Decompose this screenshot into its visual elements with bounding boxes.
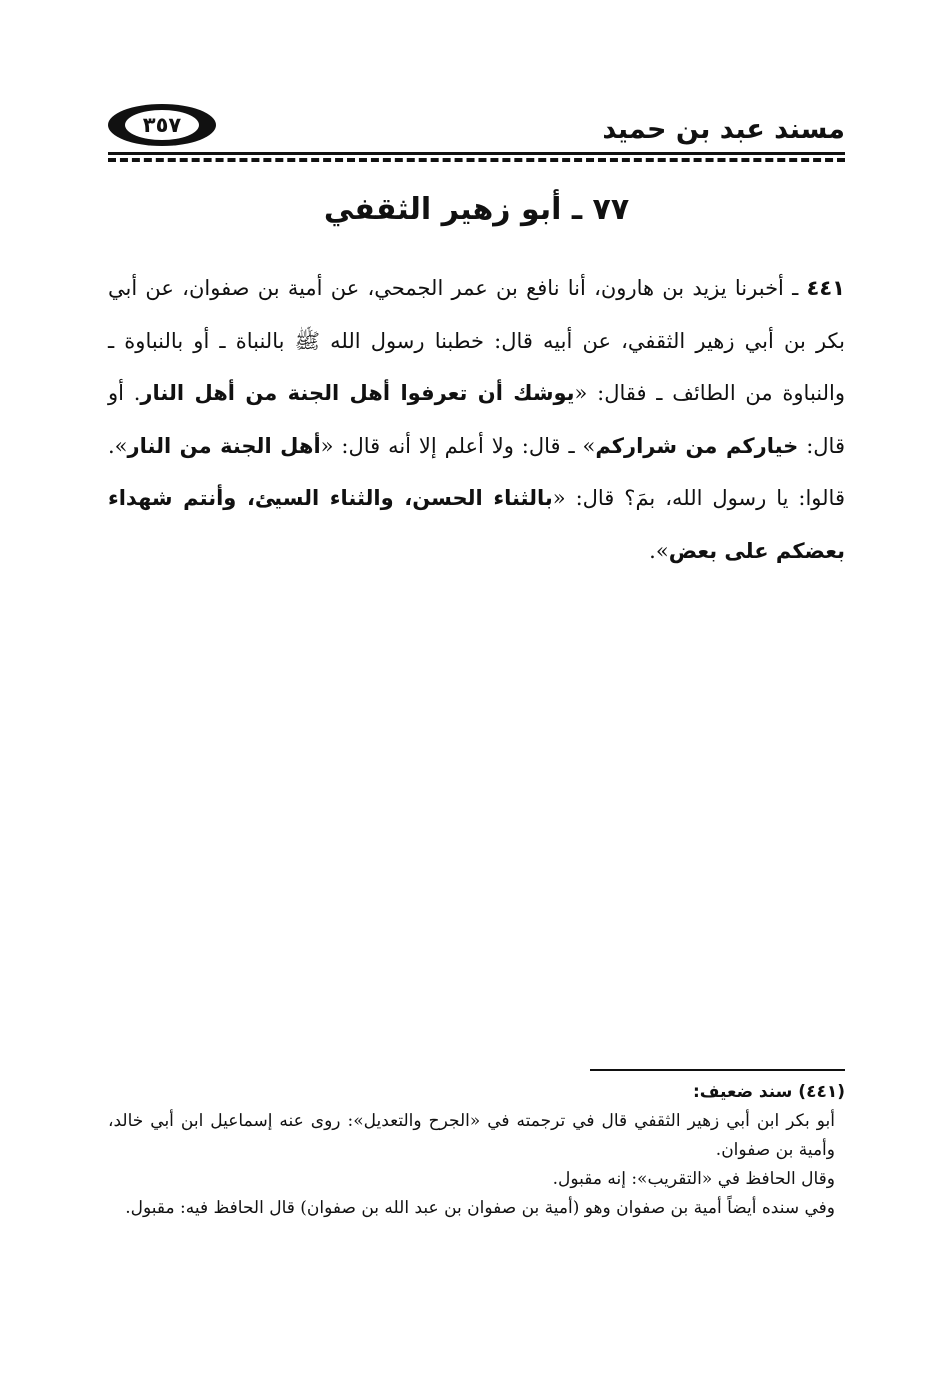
- footnotes: [108, 1078, 845, 1223]
- hadith-text-part: . أو قال:: [108, 381, 845, 458]
- section-heading: ٧٧ ـ أبو زهير الثقفي: [323, 192, 630, 227]
- hadith-number: ٤٤١: [806, 276, 845, 300]
- footnote-paragraph: وفي سنده أيضاً أمية بن صفوان وهو (أمية بن صفوان بن عبد الله بن صفوان) قال الحافظ فيه: مقبول.: [125, 1198, 835, 1218]
- hadith-quote-bold: يوشك أن تعرفوا أهل الجنة من أهل النار: [140, 381, 575, 405]
- footnote-heading: (٤٤١) سند ضعيف:: [692, 1082, 845, 1102]
- hadith-quote-bold: بالثناء الحسن، والثناء السيئ، وأنتم شهداء بعضكم على بعض: [108, 486, 845, 563]
- hadith-text-part: ». قالوا: يا رسول الله، بمَ؟ قال: «: [108, 433, 845, 510]
- hadith-quote-bold: أهل الجنة من النار: [127, 433, 321, 458]
- header-dashed-rule: [108, 158, 845, 162]
- hadith-text-part: ».: [649, 538, 669, 563]
- hadith-dash: ـ: [783, 276, 807, 300]
- hadith-text: [108, 262, 845, 577]
- footnote-paragraph: أبو بكر ابن أبي زهير الثقفي قال في ترجمته في «الجرح والتعديل»: روى عنه إسماعيل ابن أبي خالد، وأمية بن صفوان.: [108, 1111, 835, 1160]
- running-title: مسند عبد بن حميد: [602, 114, 845, 145]
- hadith-text-part: أخبرنا يزيد بن هارون، أنا نافع بن عمر الجمحي، عن أمية بن صفوان، عن أبي بكر بن أبي زهير الثقفي، عن أبيه قال: خطبنا رسول الله ﷺ بالنباة ـ أو بالنباوة ـ والنباوة من الطائف ـ فقال: «: [108, 276, 845, 405]
- footnote-paragraph: وقال الحافظ في «التقريب»: إنه مقبول.: [552, 1169, 835, 1189]
- hadith-text-part: » ـ قال: ولا أعلم إلا أنه قال: «: [320, 433, 596, 458]
- page-number-badge: [108, 104, 216, 146]
- page-number: ٣٥٧: [125, 110, 199, 140]
- header-rule: [108, 152, 845, 155]
- footnote-rule: [590, 1069, 845, 1071]
- hadith-quote-bold: خياركم من شراركم: [595, 433, 799, 458]
